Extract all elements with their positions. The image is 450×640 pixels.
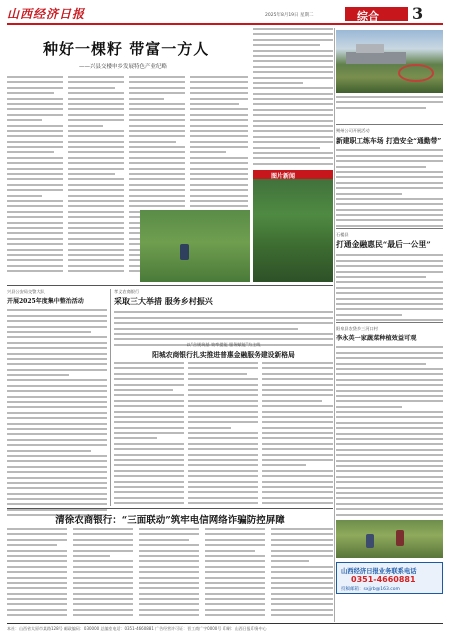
right-article-3-kicker: 阳泉县农贷乡三河口村 <box>336 326 378 331</box>
bottom-story-col-4 <box>205 528 265 620</box>
center-story-headline: 阳城农商银行扎实推进普惠金融服务建设新格局 <box>152 351 295 360</box>
issue-date: 2025年8月19日 星期二 <box>265 13 314 18</box>
lead-text-col-2 <box>68 76 124 281</box>
bottom-story-headline: 清徐农商银行：“三面联动”筑牢电信网络诈骗防控屏障 <box>55 515 285 526</box>
section-label: 综合 <box>357 10 379 23</box>
factory-building <box>346 52 406 64</box>
lead-subheadline: ——兴县交楼申乡发展特色产业纪略 <box>79 64 168 70</box>
right-article-3 <box>336 326 443 518</box>
right-article-3-body <box>336 346 443 518</box>
center-story-col-1 <box>114 362 184 504</box>
center-story-col-2 <box>188 362 258 504</box>
center-story-col-3 <box>262 362 333 504</box>
middle-left-headline: 开展2025年度集中整治活动 <box>7 298 84 306</box>
bottom-story-col-2 <box>73 528 133 620</box>
right-article-2-headline: 打通金融惠民“最后一公里” <box>336 240 431 250</box>
contact-ad <box>336 562 443 594</box>
right-col-rule-1 <box>336 124 443 125</box>
bottom-story-rule <box>7 508 333 509</box>
right-article-1 <box>336 128 443 227</box>
section-tab <box>345 7 408 21</box>
middle-row-rule <box>7 285 333 286</box>
bottom-story-col-5 <box>271 528 333 620</box>
right-article-3-headline: 李永英一家蔬菜种植效益可观 <box>336 335 417 343</box>
farmer-figure-2 <box>396 530 404 546</box>
running-track <box>398 64 434 82</box>
middle-divider <box>110 289 111 506</box>
center-story-kicker: 以“合规筑基 效率提能 服务赋能”为主线 <box>186 342 261 347</box>
factory-photo <box>336 30 443 93</box>
newspaper-logo: 山西经济日报 <box>7 7 86 21</box>
factory-photo-caption <box>336 96 443 118</box>
lead-text-continued <box>253 28 333 168</box>
right-article-2 <box>336 232 443 324</box>
right-col-rule-2 <box>336 228 443 229</box>
right-article-1-headline: 新建职工练车场 打造安全“通勤带” <box>336 137 442 146</box>
worker-figure <box>180 244 189 260</box>
middle-right-article <box>114 289 333 349</box>
middle-left-kicker: 兴县公安局交警大队 <box>7 289 45 294</box>
right-article-1-kicker: 朔州公司开展活动 <box>336 128 370 133</box>
factory-roof <box>356 44 384 53</box>
ad-email: 投稿邮箱：sxjjrb@163.com <box>341 587 400 592</box>
lead-headline: 种好一棵籽 带富一方人 <box>43 40 210 58</box>
right-article-2-kicker: 石楼县 <box>336 232 349 237</box>
right-col-rule-3 <box>336 322 443 323</box>
right-article-2-body <box>336 254 443 324</box>
field-photo <box>336 520 443 558</box>
middle-right-headline: 采取三大举措 服务乡村振兴 <box>114 296 213 307</box>
photo-banner-label: 图片新闻 <box>271 173 296 180</box>
bottom-story <box>7 512 333 526</box>
right-column-divider <box>334 28 335 622</box>
right-article-1-body <box>336 149 443 227</box>
crop-field-photo <box>253 170 333 282</box>
ad-title: 山西经济日报业务联系电话 <box>341 568 417 575</box>
farmer-figure <box>366 534 374 548</box>
middle-left-body <box>7 309 107 519</box>
bottom-story-col-1 <box>7 528 67 620</box>
crop-field-photo-wide <box>140 210 250 282</box>
middle-right-kicker: 孝义农商银行 <box>114 289 140 294</box>
ad-phone: 0351-4660881 <box>351 575 416 584</box>
bottom-story-col-3 <box>139 528 199 620</box>
footer-rule <box>7 623 443 624</box>
masthead-rule <box>7 23 443 25</box>
lead-text-col-1 <box>7 76 63 281</box>
page-number: 3 <box>412 4 424 23</box>
middle-left-article <box>7 289 107 519</box>
center-story <box>114 342 333 359</box>
footer-text: 本社：山西省太原市某路128号 邮政编码：030000 总编室电话：0351-4660881 广告经营许可证：晋工商广字0000号 印刷：山西日报印务中心 <box>7 626 267 631</box>
